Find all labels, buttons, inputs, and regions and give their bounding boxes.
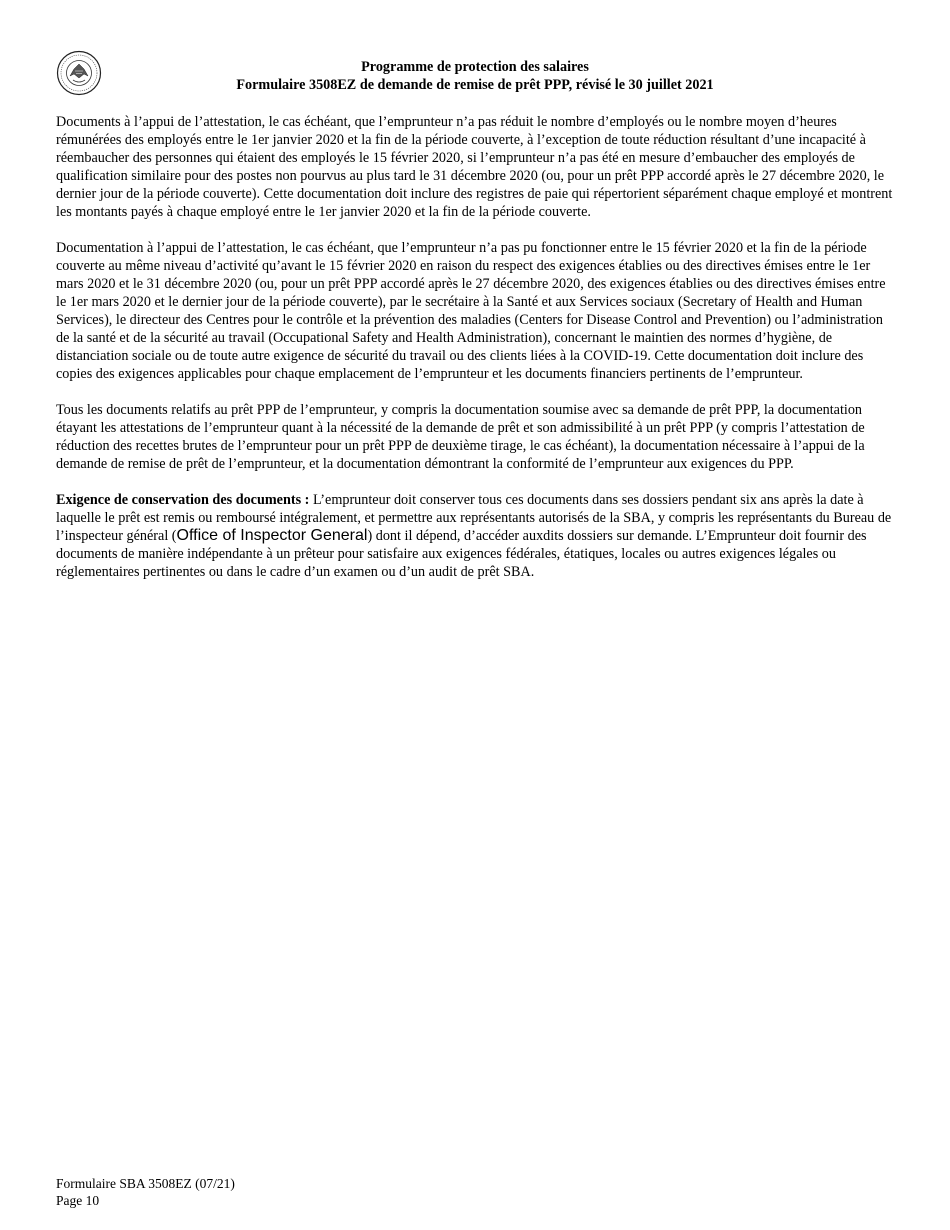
- page-footer: [56, 1175, 235, 1209]
- retention-heading: Exigence de conservation des documents :: [56, 492, 310, 508]
- retention-oig-name: Office of Inspector General: [176, 527, 368, 544]
- footer-form-id: Formulaire SBA 3508EZ (07/21): [56, 1176, 235, 1191]
- footer-page-number: Page 10: [56, 1193, 100, 1208]
- retention-text-b: ) dont il dépend, d’accéder auxdits dossiers sur demande. L’Emprunteur doit fournir des documents de manière indépendante à un prêteur pour satisfaire aux exigences fédérales, étatiques, locales ou autres exigences légales ou réglementaires pertinentes ou dans le cadre d’un examen ou d’un audit de prêt SBA.: [56, 528, 867, 580]
- document-body: [56, 113, 895, 599]
- paragraph-retention-requirement: [56, 491, 895, 581]
- form-subtitle: Formulaire 3508EZ de demande de remise de prêt PPP, révisé le 30 juillet 2021: [236, 77, 714, 93]
- paragraph-employee-documents: Documents à l’appui de l’attestation, le cas échéant, que l’emprunteur n’a pas réduit le nombre d’employés ou le nombre moyen d’heures rémunérées des employés entre le 1er janvier 2020 et la fin de la période couverte, à l’exception de toute réduction résultant d’une incapacité à réembaucher des personnes qui étaient des employés le 15 février 2020, si l’emprunteur n’a pas été en mesure d’embaucher des employés de qualification similaire pour des postes non pourvus au plus tard le 31 décembre 2020 (ou, pour un prêt PPP accordé après le 27 décembre 2020, le dernier jour de la période couverte). Cette documentation doit inclure des registres de paie qui répertorient séparément chaque employé et montrent les montants payés à chaque employé entre le 1er janvier 2020 et la fin de la période couverte.: [56, 114, 893, 220]
- paragraph-all-loan-documents: Tous les documents relatifs au prêt PPP de l’emprunteur, y compris la documentation soumise avec sa demande de prêt PPP, la documentation étayant les attestations de l’emprunteur quant à la nécessité de la demande de prêt et son admissibilité à un prêt PPP (y compris l’attestation de réduction des recettes brutes de l’emprunteur pour un prêt PPP de deuxième tirage, le cas échéant), la documentation nécessaire à l’appui de la demande de remise de prêt de l’emprunteur, et la documentation démontrant la conformité de l’emprunteur aux exigences du PPP.: [56, 402, 865, 472]
- paragraph-activity-documents: Documentation à l’appui de l’attestation, le cas échéant, que l’emprunteur n’a pas pu fonctionner entre le 15 février 2020 et la fin de la période couverte au même niveau d’activité qu’avant le 15 février 2020 en raison du respect des exigences établies ou des directives émises entre le 1er mars 2020 et le 31 décembre 2020 (ou, pour un prêt PPP accordé après le 27 décembre 2020, des exigences établies ou des directives émises entre le 1er mars 2020 et le dernier jour de la période couverte), par le secrétaire à la Santé et aux Services sociaux (Secretary of Health and Human Services), le directeur des Centres pour le contrôle et la prévention des maladies (Centers for Disease Control and Prevention) ou l’administration de la santé et de la sécurité au travail (Occupational Safety and Health Administration), concernant le maintien des normes d’hygiène, de distanciation sociale ou de toute autre exigence de sécurité du travail ou des clients liées à la COVID-19. Cette documentation doit inclure des copies des exigences applicables pour chaque emplacement de l’emprunteur et les documents financiers pertinents de l’emprunteur.: [56, 240, 886, 382]
- program-title: Programme de protection des salaires: [361, 59, 589, 75]
- retention-text-a: L’emprunteur doit conserver tous ces documents dans ses dossiers pendant six ans après la date à laquelle le prêt est remis ou remboursé intégralement, et permettre aux représentants autorisés de la SBA, y compris les représentants du Bureau de l’inspecteur général (: [56, 492, 892, 544]
